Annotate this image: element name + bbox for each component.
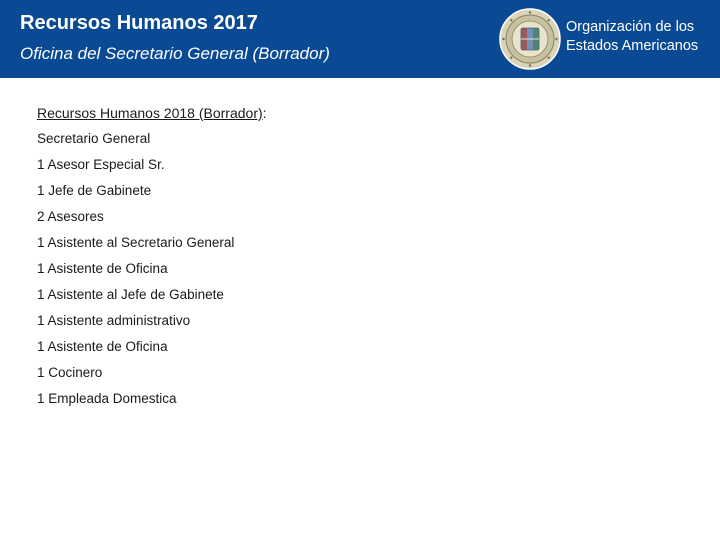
list-item: 1 Jefe de Gabinete bbox=[37, 183, 152, 198]
section-heading-colon: : bbox=[262, 105, 267, 121]
section-heading-text: Recursos Humanos 2018 (Borrador) bbox=[37, 105, 263, 121]
list-item: 2 Asesores bbox=[37, 209, 104, 224]
list-item: 1 Asistente al Secretario General bbox=[37, 235, 235, 250]
page-subtitle: Oficina del Secretario General (Borrador) bbox=[20, 44, 330, 63]
list-item: 1 Cocinero bbox=[37, 365, 103, 380]
list-item: 1 Asistente de Oficina bbox=[37, 261, 168, 276]
organization-name bbox=[566, 18, 698, 56]
list-item: Secretario General bbox=[37, 131, 151, 146]
oas-seal-icon bbox=[499, 8, 561, 70]
section-heading bbox=[37, 100, 677, 126]
header-bar bbox=[0, 0, 720, 78]
list-item: 1 Empleada Domestica bbox=[37, 391, 177, 406]
list-item: 1 Asistente de Oficina bbox=[37, 339, 168, 354]
organization-name-line1: Organización de los bbox=[566, 19, 695, 35]
list-item: 1 Asesor Especial Sr. bbox=[37, 157, 165, 172]
roles-list bbox=[37, 126, 677, 412]
content-area bbox=[37, 100, 677, 412]
organization-name-line2: Estados Americanos bbox=[566, 38, 699, 54]
page-title: Recursos Humanos 2017 bbox=[20, 12, 258, 34]
list-item: 1 Asistente al Jefe de Gabinete bbox=[37, 287, 224, 302]
list-item: 1 Asistente administrativo bbox=[37, 313, 191, 328]
